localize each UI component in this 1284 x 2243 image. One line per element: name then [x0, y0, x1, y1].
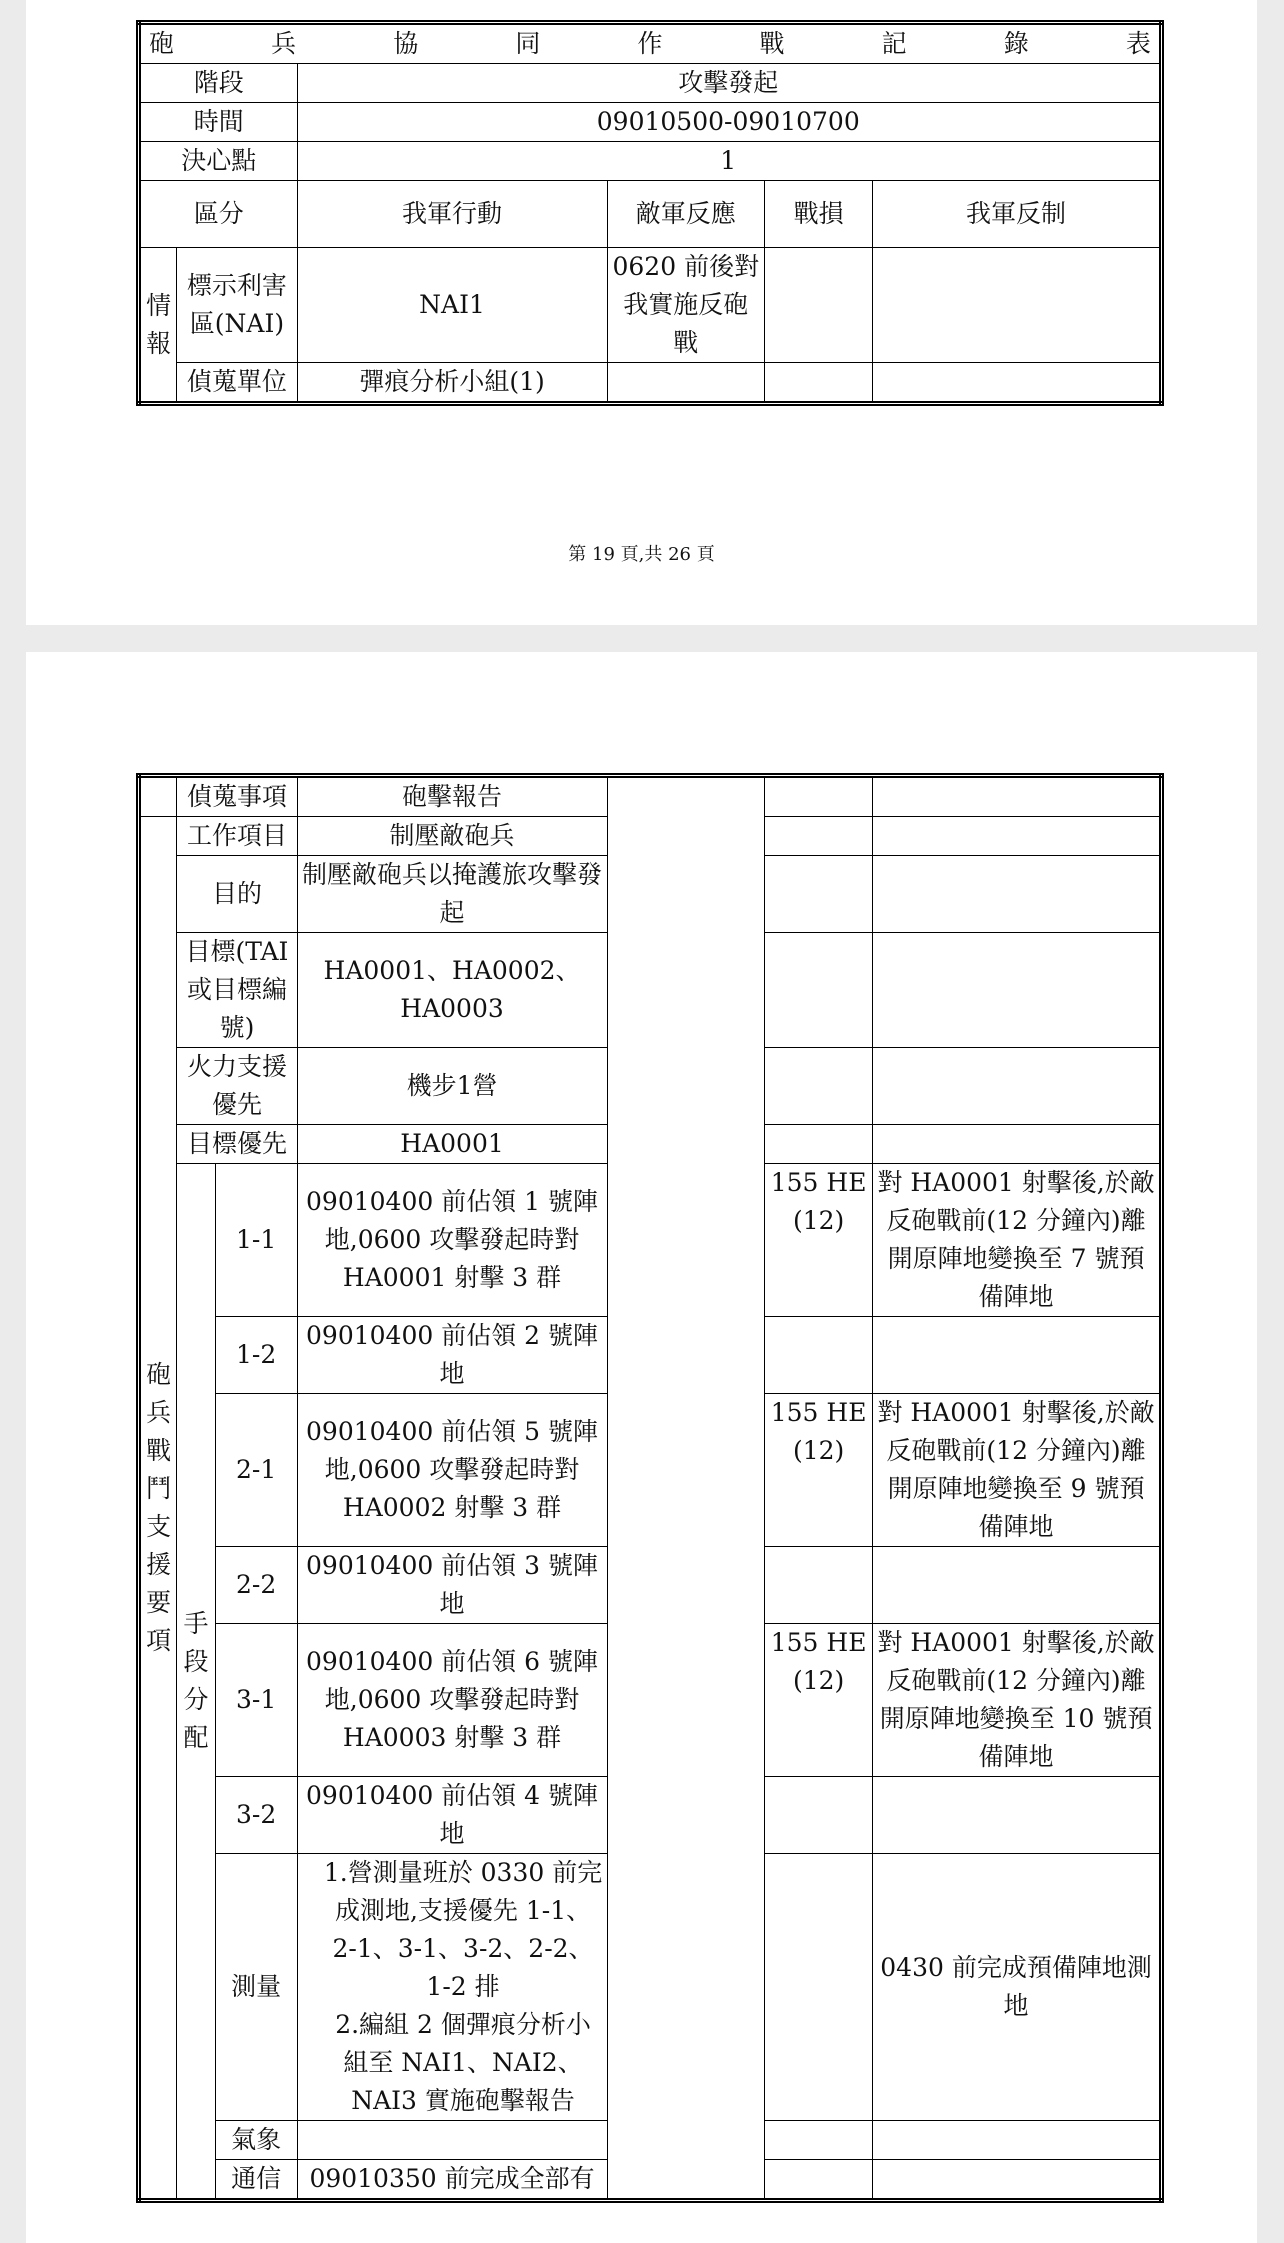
- comm-label: 通信: [215, 2160, 297, 2201]
- title-char: 同: [515, 29, 541, 58]
- means-allocation-label: 手段分配: [177, 1164, 215, 2201]
- stage-label: 階段: [139, 64, 298, 103]
- weather-value: [297, 2121, 607, 2160]
- title-char: 戰: [759, 29, 785, 58]
- support-items-label: 砲兵戰鬥支援要項: [139, 817, 177, 2201]
- document-page-20: [26, 652, 1257, 2243]
- unit-action: 09010400 前佔領 1 號陣地,0600 攻擊發起時對 HA0001 射擊 3 群: [297, 1164, 607, 1317]
- unit-id: 3-1: [215, 1624, 297, 1777]
- losses-cell: 155 HE (12): [765, 1164, 873, 1317]
- counter-action: [873, 1547, 1162, 1624]
- table-title: [139, 23, 1162, 64]
- header-enemy-reaction: 敵軍反應: [607, 181, 765, 248]
- coordination-record-table-continued: [136, 773, 1164, 2203]
- unit-id: 2-2: [215, 1547, 297, 1624]
- unit-id: 1-2: [215, 1317, 297, 1394]
- title-char: 作: [637, 29, 663, 58]
- title-char: 協: [393, 29, 419, 58]
- unit-id: 1-1: [215, 1164, 297, 1317]
- counter-action: [873, 1317, 1162, 1394]
- losses-cell: [765, 933, 873, 1048]
- counter-cell: [873, 248, 1162, 363]
- losses-cell: [765, 2160, 873, 2201]
- counter-cell: [873, 933, 1162, 1048]
- target-label: 目標(TAI或目標編號): [177, 933, 297, 1048]
- unit-action: 09010400 前佔領 5 號陣地,0600 攻擊發起時對 HA0002 射擊 3 群: [297, 1394, 607, 1547]
- unit-action: 09010400 前佔領 6 號陣地,0600 攻擊發起時對 HA0003 射擊 3 群: [297, 1624, 607, 1777]
- title-char: 錄: [1003, 29, 1029, 58]
- recon-item-value: 砲擊報告: [297, 776, 607, 817]
- losses-cell: [765, 1125, 873, 1164]
- header-losses: 戰損: [765, 181, 873, 248]
- survey-value: 1.營測量班於 0330 前完成測地,支援優先 1-1、2-1、3-1、3-2、2-2、1-2 排 2.編組 2 個彈痕分析小組至 NAI1、NAI2、NAI3 實施砲擊報告: [297, 1854, 607, 2121]
- losses-cell: [765, 776, 873, 817]
- recon-item-label: 偵蒐事項: [177, 776, 297, 817]
- title-char: 記: [881, 29, 907, 58]
- counter-action: [873, 1777, 1162, 1854]
- counter-cell: [873, 856, 1162, 933]
- counter-action: 對 HA0001 射擊後,於敵反砲戰前(12 分鐘內)離開原陣地變換至 9 號預備陣地: [873, 1394, 1162, 1547]
- target-value: HA0001、HA0002、HA0003: [297, 933, 607, 1048]
- task-value: 制壓敵砲兵: [297, 817, 607, 856]
- counter-cell: [873, 363, 1162, 404]
- losses-cell: [765, 1854, 873, 2121]
- time-label: 時間: [139, 103, 298, 142]
- unit-action: 09010400 前佔領 2 號陣地: [297, 1317, 607, 1394]
- decision-point-value: 1: [297, 142, 1161, 181]
- enemy-reaction-column: [607, 776, 765, 2201]
- counter-action: 對 HA0001 射擊後,於敵反砲戰前(12 分鐘內)離開原陣地變換至 10 號預備陣地: [873, 1624, 1162, 1777]
- losses-cell: [765, 1317, 873, 1394]
- counter-cell: [873, 2121, 1162, 2160]
- survey-label: 測量: [215, 1854, 297, 2121]
- counter-cell: [873, 1048, 1162, 1125]
- header-counter: 我軍反制: [873, 181, 1162, 248]
- counter-action: 對 HA0001 射擊後,於敵反砲戰前(12 分鐘內)離開原陣地變換至 7 號預備陣地: [873, 1164, 1162, 1317]
- losses-cell: [765, 817, 873, 856]
- unit-id: 2-1: [215, 1394, 297, 1547]
- weather-label: 氣象: [215, 2121, 297, 2160]
- losses-cell: 155 HE (12): [765, 1624, 873, 1777]
- unit-action: 09010400 前佔領 3 號陣地: [297, 1547, 607, 1624]
- losses-cell: 155 HE (12): [765, 1394, 873, 1547]
- nai-value: NAI1: [297, 248, 607, 363]
- counter-cell: [873, 776, 1162, 817]
- losses-cell: [765, 2121, 873, 2160]
- title-char: 表: [1125, 29, 1151, 58]
- losses-cell: [765, 856, 873, 933]
- enemy-reaction-text: 0620 前後對我實施反砲戰: [607, 248, 765, 363]
- counter-cell: [873, 2160, 1162, 2201]
- document-page-19: [26, 0, 1257, 625]
- title-char: 兵: [271, 29, 297, 58]
- comm-value: 09010350 前完成全部有: [297, 2160, 607, 2201]
- intel-label: 情報: [139, 248, 177, 404]
- purpose-label: 目的: [177, 856, 297, 933]
- time-value: 09010500-09010700: [297, 103, 1161, 142]
- recon-unit-label: 偵蒐單位: [177, 363, 297, 404]
- page-footer: 第 19 頁,共 26 頁: [568, 544, 715, 565]
- blank-cell: [139, 776, 177, 817]
- task-label: 工作項目: [177, 817, 297, 856]
- losses-cell: [765, 1048, 873, 1125]
- target-priority-value: HA0001: [297, 1125, 607, 1164]
- stage-value: 攻擊發起: [297, 64, 1161, 103]
- fire-priority-value: 機步1營: [297, 1048, 607, 1125]
- fire-priority-label: 火力支援優先: [177, 1048, 297, 1125]
- counter-cell: [873, 1125, 1162, 1164]
- enemy-reaction-cell: [607, 363, 765, 404]
- survey-counter: 0430 前完成預備陣地測地: [873, 1854, 1162, 2121]
- header-our-action: 我軍行動: [297, 181, 607, 248]
- coordination-record-table: [136, 20, 1164, 406]
- target-priority-label: 目標優先: [177, 1125, 297, 1164]
- unit-id: 3-2: [215, 1777, 297, 1854]
- title-char: 砲: [149, 29, 175, 58]
- decision-point-label: 決心點: [139, 142, 298, 181]
- nai-label: 標示利害區(NAI): [177, 248, 297, 363]
- losses-cell: [765, 1777, 873, 1854]
- header-category: 區分: [139, 181, 298, 248]
- unit-action: 09010400 前佔領 4 號陣地: [297, 1777, 607, 1854]
- losses-cell: [765, 248, 873, 363]
- purpose-value: 制壓敵砲兵以掩護旅攻擊發起: [297, 856, 607, 933]
- recon-unit-value: 彈痕分析小組(1): [297, 363, 607, 404]
- counter-cell: [873, 817, 1162, 856]
- losses-cell: [765, 1547, 873, 1624]
- losses-cell: [765, 363, 873, 404]
